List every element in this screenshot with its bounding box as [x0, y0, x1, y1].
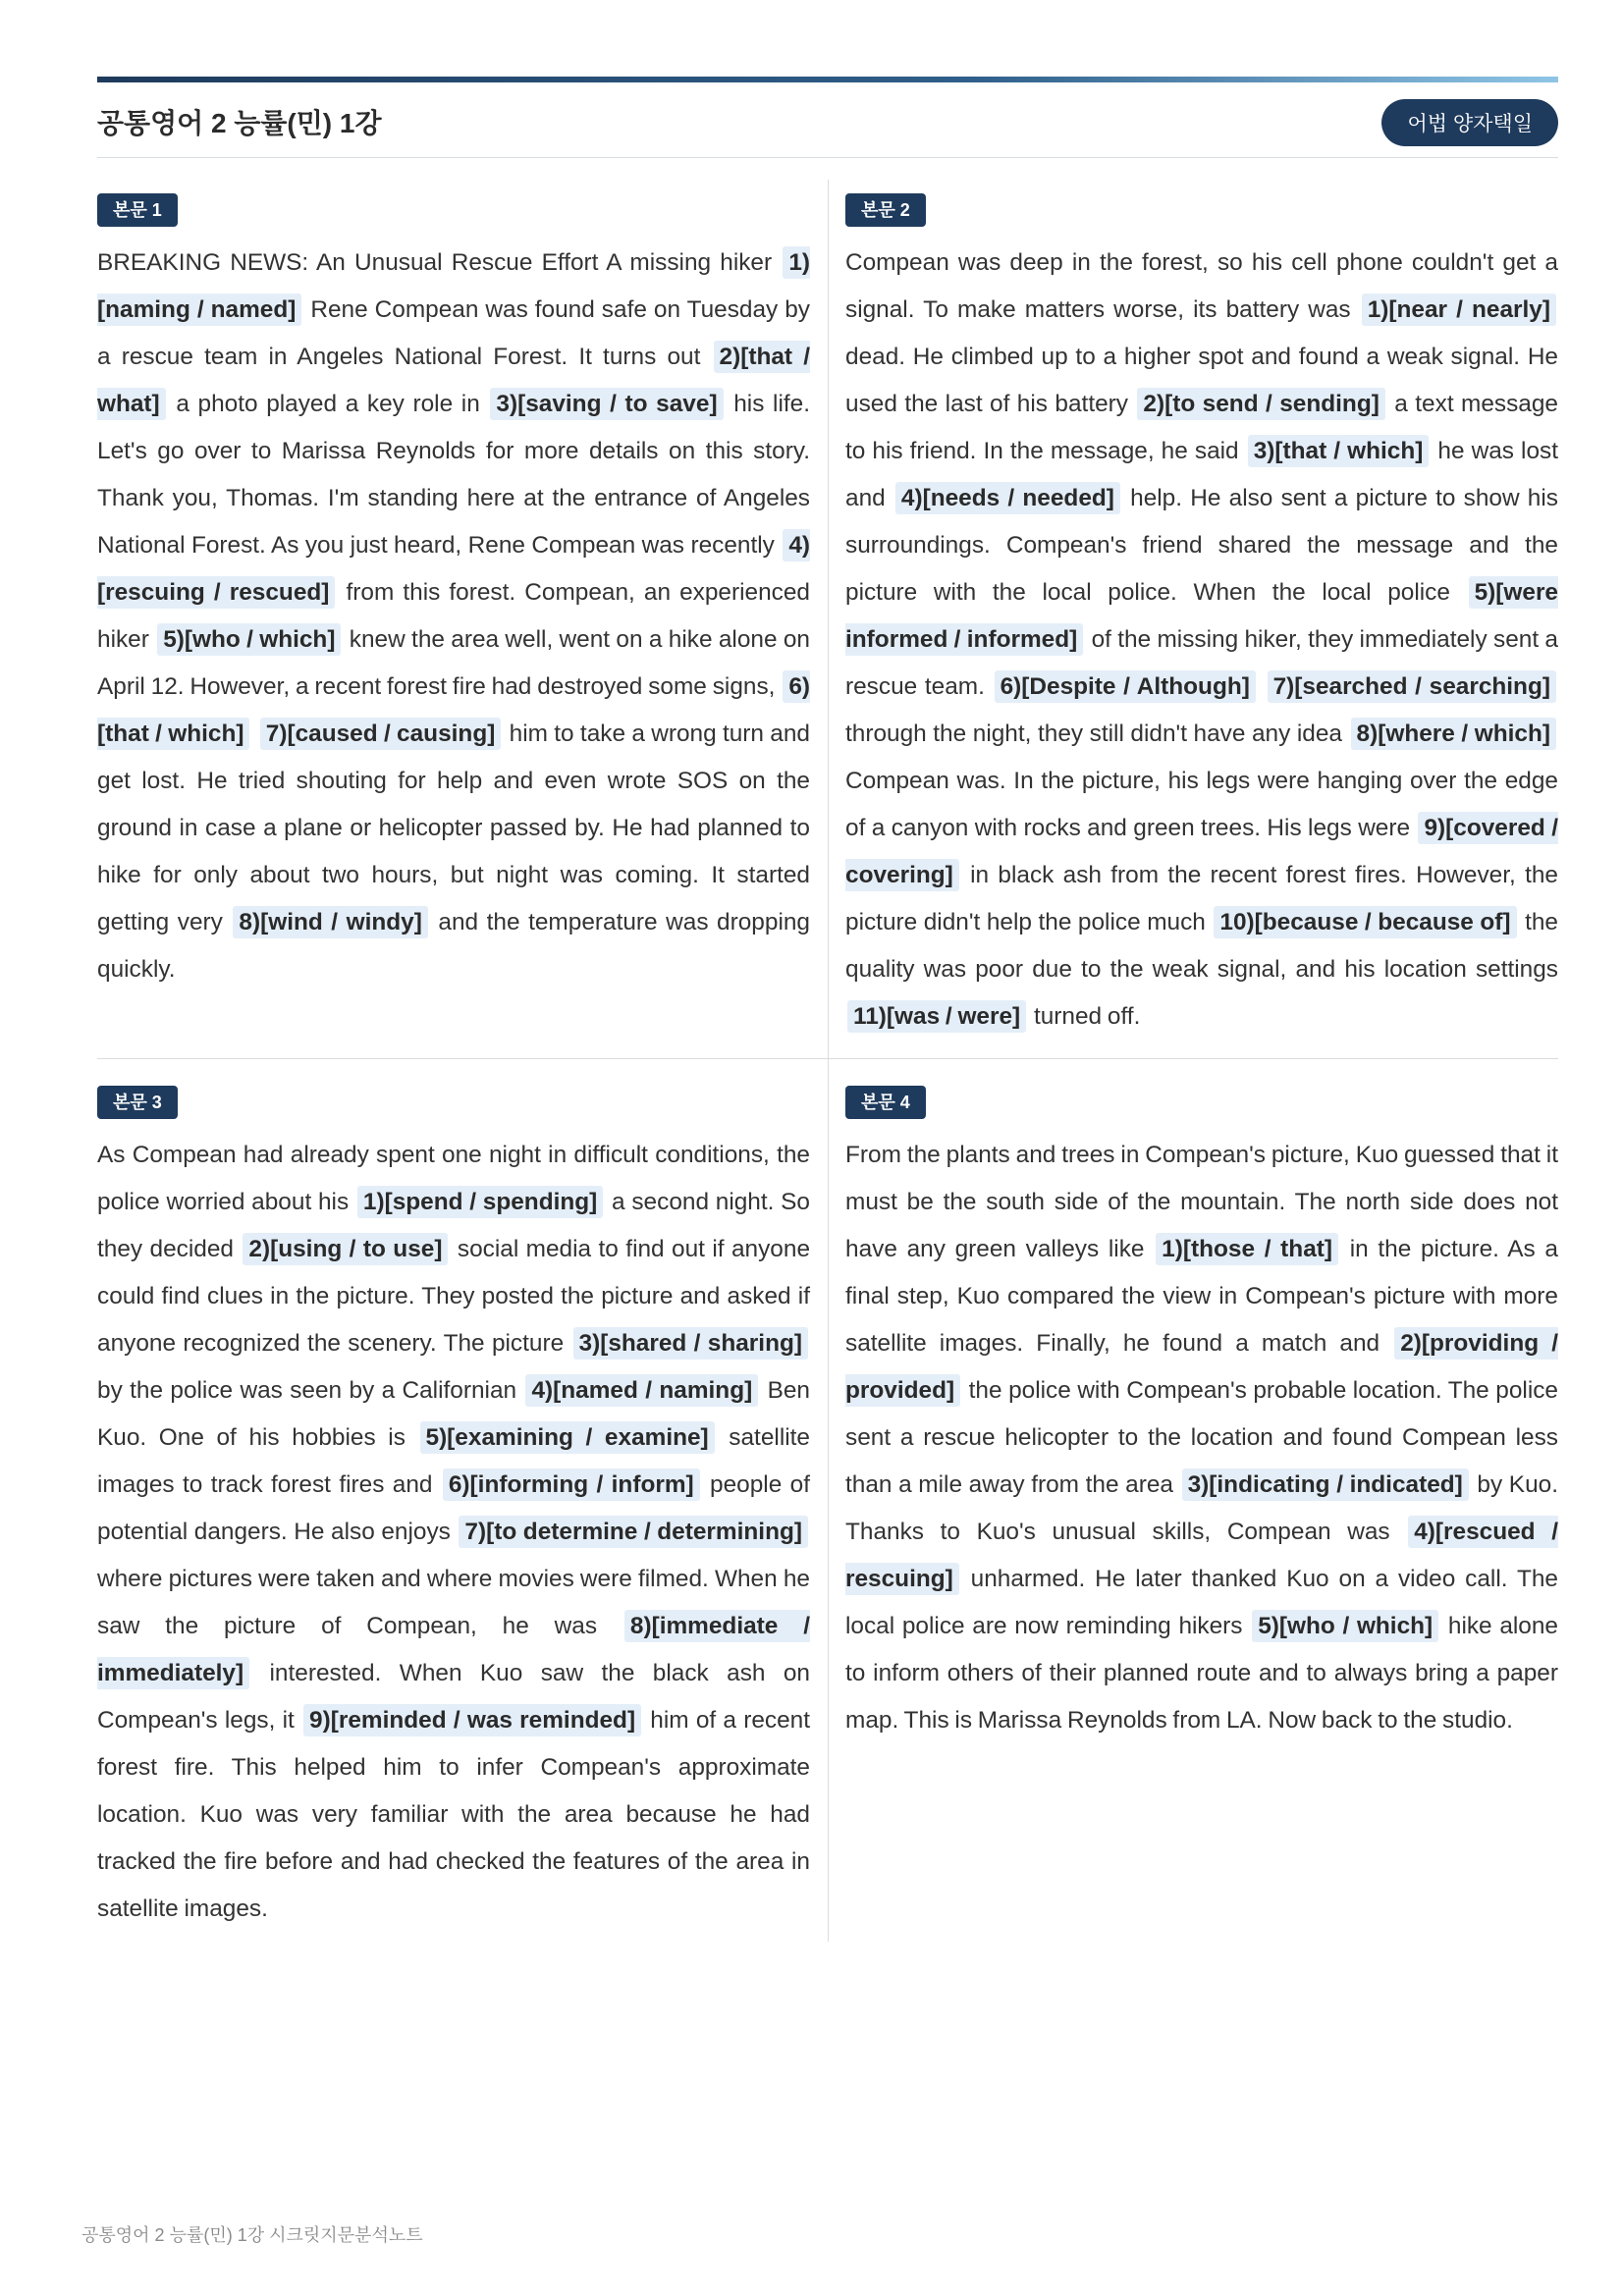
page-footer: 공통영어 2 능률(민) 1강 시크릿지문분석노트 [81, 2225, 423, 2245]
passage-text-run: a second night. So they decided [97, 1189, 810, 1262]
passage-text-run: a photo played a key role in [167, 391, 489, 417]
passage-text-run: of the missing hiker, they immediately sent a rescue team. [845, 626, 1558, 700]
passage-text-run: by Kuo. Thanks to Kuo's unusual skills, Compean was [845, 1471, 1558, 1545]
passage-text-run: interested. When Kuo saw the black ash on Compean's legs, it [97, 1660, 810, 1734]
grammar-choice: 9)[covered / covering] [845, 812, 1558, 891]
grammar-choice: 3)[saving / to save] [490, 388, 723, 420]
passage-text-run: unharmed. He later thanked Kuo on a video call. The local police are now reminding hikers [845, 1566, 1558, 1639]
passage-text-run: social media to find out if anyone could find clues in the picture. They posted the picture and asked if anyone recognized the scenery. The picture [97, 1236, 811, 1357]
passage-text-run: in the picture. As a final step, Kuo compared the view in Compean's picture with more satellite images. Finally, he found a match and [845, 1236, 1558, 1357]
grammar-choice: 11)[was / were] [847, 1000, 1026, 1033]
column-divider [828, 180, 829, 1942]
grammar-choice: 4)[rescued / rescuing] [845, 1516, 1558, 1595]
passage-text-run: knew the area well, went on a hike alone on April 12. However, a recent forest fire had destroyed some signs, [97, 626, 810, 700]
passage-text-run: a text message to his friend. In the message, he said [845, 391, 1558, 464]
passage-text-run: and the temperature was dropping quickly. [97, 909, 810, 983]
grammar-choice: 5)[who / which] [1252, 1610, 1438, 1642]
passage-text-run: BREAKING NEWS: An Unusual Rescue Effort A missing hiker [97, 249, 782, 276]
passage-2 [845, 193, 1558, 1041]
grammar-choice: 3)[indicating / indicated] [1182, 1468, 1469, 1501]
row-divider [97, 1058, 1558, 1059]
grammar-choice: 7)[caused / causing] [260, 718, 502, 750]
grammar-choice: 1)[near / nearly] [1362, 294, 1556, 326]
grammar-choice: 4)[named / naming] [525, 1374, 758, 1407]
grammar-choice: 10)[because / because of] [1214, 906, 1516, 938]
passage-text-run: where pictures were taken and where movies were filmed. When he saw the picture of Compean, he was [97, 1566, 810, 1639]
passage-text-run: he was lost and [845, 438, 1558, 511]
passage-text-run: the quality was poor due to the weak signal, and his location settings [845, 909, 1558, 983]
grammar-choice: 6)[that / which] [97, 670, 810, 750]
passage-label: 본문 3 [97, 1086, 178, 1119]
passage-label: 본문 2 [845, 193, 926, 227]
passage-text-run: the police with Compean's probable location. The police sent a rescue helicopter to the location and found Compean less than a mile away from the area [845, 1377, 1558, 1498]
worksheet-type-badge: 어법 양자택일 [1381, 99, 1558, 146]
page-title: 공통영어 2 능률(민) 1강 [97, 108, 382, 138]
passage-text [845, 1132, 1558, 1744]
grammar-choice: 8)[immediate / immediately] [97, 1610, 810, 1689]
grammar-choice: 3)[shared / sharing] [573, 1327, 809, 1360]
passage-text-run: his life. Let's go over to Marissa Reynolds for more details on this story. Thank you, Thomas. I'm standing here at the entrance of Angeles National Forest. As you just heard, Rene Compean was recently [97, 391, 810, 559]
grammar-choice: 5)[who / which] [157, 623, 341, 656]
grammar-choice: 8)[wind / windy] [233, 906, 427, 938]
grammar-choice: 1)[naming / named] [97, 246, 810, 326]
passage-4 [845, 1086, 1558, 1744]
grammar-choice: 1)[spend / spending] [357, 1186, 603, 1218]
grammar-choice: 2)[that / what] [97, 341, 810, 420]
passage-text-run: from this forest. Compean, an experienced hiker [97, 579, 810, 653]
grammar-choice: 7)[searched / searching] [1268, 670, 1556, 703]
grammar-choice: 5)[were informed / informed] [845, 576, 1558, 656]
grammar-choice: 9)[reminded / was reminded] [303, 1704, 641, 1736]
passage-text-run: people of potential dangers. He also enjoys [97, 1471, 810, 1545]
grammar-choice: 2)[to send / sending] [1137, 388, 1384, 420]
passage-text-run: From the plants and trees in Compean's picture, Kuo guessed that it must be the south side of the mountain. The north side does not have any green valleys like [845, 1142, 1558, 1262]
passage-text-run: him of a recent forest fire. This helped him to infer Compean's approximate location. Kuo was very familiar with the area because he had tracked the fire before and had checked the features of the area in satellite images. [97, 1707, 810, 1922]
passage-text-run: dead. He climbed up to a higher spot and found a weak signal. He used the last of his battery [845, 344, 1558, 417]
passage-text-run: hike alone to inform others of their planned route and to always bring a paper map. This is Marissa Reynolds from LA. Now back to the studio. [845, 1613, 1558, 1734]
passage-text-run: Ben Kuo. One of his hobbies is [97, 1377, 810, 1451]
passage-text-run: through the night, they still didn't have any idea [845, 721, 1349, 747]
grammar-choice: 5)[examining / examine] [420, 1421, 715, 1454]
header-accent-bar [97, 77, 1558, 82]
passage-text-run: Rene Compean was found safe on Tuesday by a rescue team in Angeles National Forest. It turns out [97, 296, 810, 370]
passage-text-run: satellite images to track forest fires and [97, 1424, 810, 1498]
passage-text-run [251, 721, 257, 747]
grammar-choice: 2)[providing / provided] [845, 1327, 1558, 1407]
passage-label: 본문 1 [97, 193, 178, 227]
passage-text-run: Compean was. In the picture, his legs were hanging over the edge of a canyon with rocks and green trees. His legs were [845, 768, 1558, 841]
passage-text-run: turned off. [1028, 1003, 1141, 1030]
grammar-choice: 4)[rescuing / rescued] [97, 529, 810, 609]
grammar-choice: 3)[that / which] [1248, 435, 1430, 467]
passage-text-run: Compean was deep in the forest, so his cell phone couldn't get a signal. To make matters worse, its battery was [845, 249, 1558, 323]
grammar-choice: 1)[those / that] [1156, 1233, 1338, 1265]
header-divider [97, 157, 1558, 158]
passage-text-run [1258, 673, 1266, 700]
passage-text [97, 240, 810, 993]
passage-label: 본문 4 [845, 1086, 926, 1119]
passage-3 [97, 1086, 810, 1933]
passage-text-run: by the police was seen by a Californian [97, 1377, 524, 1404]
passage-text [97, 1132, 810, 1933]
grammar-choice: 4)[needs / needed] [895, 482, 1120, 514]
passage-text-run: As Compean had already spent one night in difficult conditions, the police worried about his [97, 1142, 810, 1215]
passage-text [845, 240, 1558, 1041]
grammar-choice: 8)[where / which] [1351, 718, 1556, 750]
grammar-choice: 6)[Despite / Although] [995, 670, 1256, 703]
grammar-choice: 2)[using / to use] [243, 1233, 448, 1265]
passage-text-run: in black ash from the recent forest fires. However, the picture didn't help the police much [845, 862, 1558, 935]
passage-1 [97, 193, 810, 993]
passage-text-run: him to take a wrong turn and get lost. He tried shouting for help and even wrote SOS on the ground in case a plane or helicopter passed by. He had planned to hike for only about two hours, but night was coming. It started getting very [97, 721, 810, 935]
grammar-choice: 6)[informing / inform] [443, 1468, 700, 1501]
passage-text-run: help. He also sent a picture to show his surroundings. Compean's friend shared the message and the picture with the local police. When the local police [845, 485, 1558, 606]
grammar-choice: 7)[to determine / determining] [459, 1516, 808, 1548]
